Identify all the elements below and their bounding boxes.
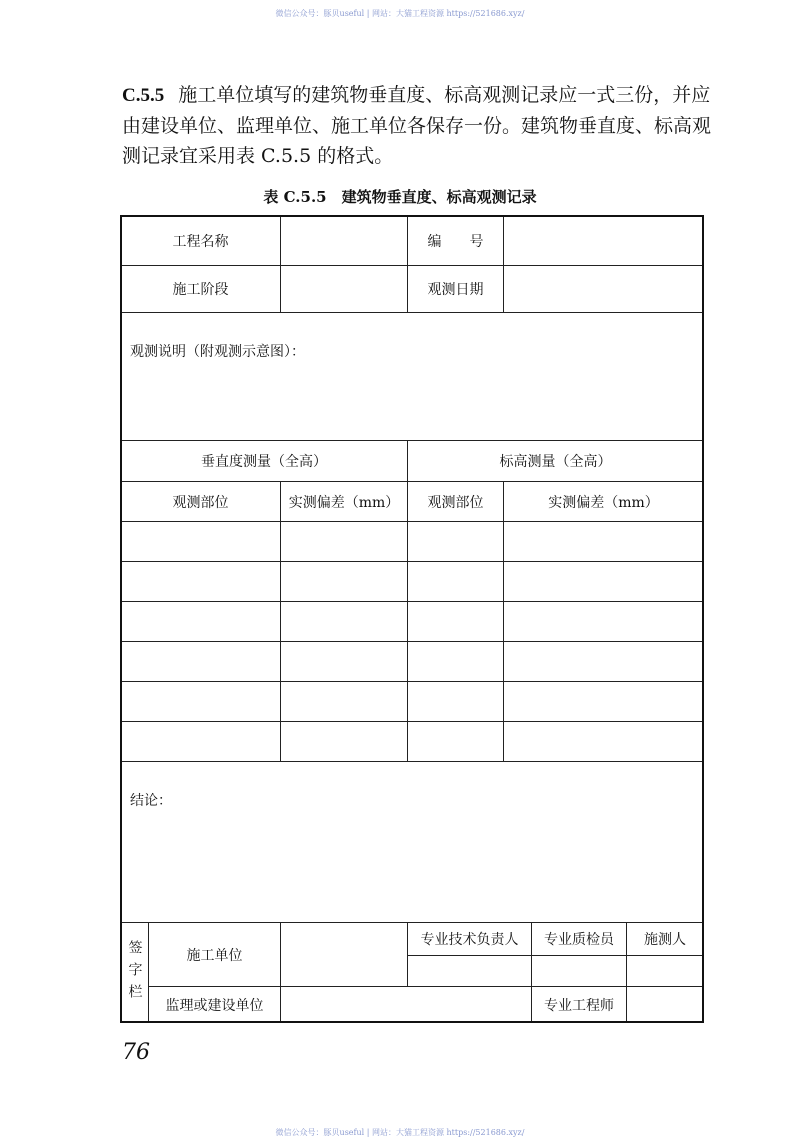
label-qc: 专业质检员 (531, 922, 627, 956)
description-field[interactable] (120, 312, 704, 441)
data-cell[interactable] (120, 721, 281, 762)
conclusion-field[interactable] (120, 761, 704, 923)
header-position-1: 观测部位 (120, 481, 281, 522)
data-cell[interactable] (407, 521, 504, 562)
data-cell[interactable] (407, 681, 504, 722)
data-cell[interactable] (280, 561, 408, 602)
field-project-name[interactable] (280, 215, 408, 266)
label-project-name: 工程名称 (120, 215, 281, 266)
data-cell[interactable] (503, 721, 704, 762)
data-cell[interactable] (280, 641, 408, 682)
label-supervision-unit: 监理或建设单位 (148, 986, 281, 1023)
header-deviation-1: 实测偏差（mm） (280, 481, 408, 522)
label-date: 观测日期 (407, 265, 504, 313)
data-cell[interactable] (407, 601, 504, 642)
label-engineer: 专业工程师 (531, 986, 627, 1023)
field-qc[interactable] (531, 955, 627, 987)
label-stage: 施工阶段 (120, 265, 281, 313)
data-cell[interactable] (120, 641, 281, 682)
watermark-bottom: 微信公众号：豚贝useful | 网站：大猫工程资源 https://521686.xyz/ (275, 1128, 525, 1137)
watermark-top: 微信公众号：豚贝useful | 网站：大猫工程资源 https://521686.xyz/ (275, 9, 525, 18)
conclusion-label: 结论： (130, 793, 172, 809)
data-cell[interactable] (407, 721, 504, 762)
data-cell[interactable] (503, 641, 704, 682)
field-surveyor[interactable] (626, 955, 704, 987)
page-number: 76 (122, 1040, 150, 1065)
data-cell[interactable] (503, 681, 704, 722)
field-construction-unit[interactable] (280, 922, 408, 987)
data-cell[interactable] (407, 641, 504, 682)
label-tech-lead: 专业技术负责人 (407, 922, 532, 956)
sign-label: 签字栏 (120, 922, 149, 1023)
clause-number: C.5.5 (122, 85, 165, 106)
field-supervision-unit[interactable] (280, 986, 532, 1023)
field-date[interactable] (503, 265, 704, 313)
data-cell[interactable] (120, 601, 281, 642)
data-cell[interactable] (280, 601, 408, 642)
data-cell[interactable] (120, 561, 281, 602)
data-cell[interactable] (503, 561, 704, 602)
field-engineer[interactable] (626, 986, 704, 1023)
data-cell[interactable] (407, 561, 504, 602)
description-label: 观测说明（附观测示意图）： (130, 344, 305, 360)
data-cell[interactable] (280, 681, 408, 722)
data-cell[interactable] (280, 521, 408, 562)
field-number[interactable] (503, 215, 704, 266)
field-tech-lead[interactable] (407, 955, 532, 987)
header-position-2: 观测部位 (407, 481, 504, 522)
label-surveyor: 施测人 (626, 922, 704, 956)
data-cell[interactable] (280, 721, 408, 762)
clause-paragraph (122, 80, 712, 171)
data-cell[interactable] (503, 521, 704, 562)
clause-text: 施工单位填写的建筑物垂直度、标高观测记录应一式三份，并应由建设单位、监理单位、施工单位各保存一份。建筑物垂直度、标高观测记录宜采用表 C.5.5 的格式。 (122, 84, 712, 167)
label-number: 编 号 (407, 215, 504, 266)
data-cell[interactable] (120, 521, 281, 562)
data-cell[interactable] (120, 681, 281, 722)
header-deviation-2: 实测偏差（mm） (503, 481, 704, 522)
header-elevation: 标高测量（全高） (407, 440, 704, 482)
data-cell[interactable] (503, 601, 704, 642)
label-construction-unit: 施工单位 (148, 922, 281, 987)
table-caption: 表 C.5.5 建筑物垂直度、标高观测记录 (263, 188, 537, 206)
header-vertical: 垂直度测量（全高） (120, 440, 408, 482)
field-stage[interactable] (280, 265, 408, 313)
